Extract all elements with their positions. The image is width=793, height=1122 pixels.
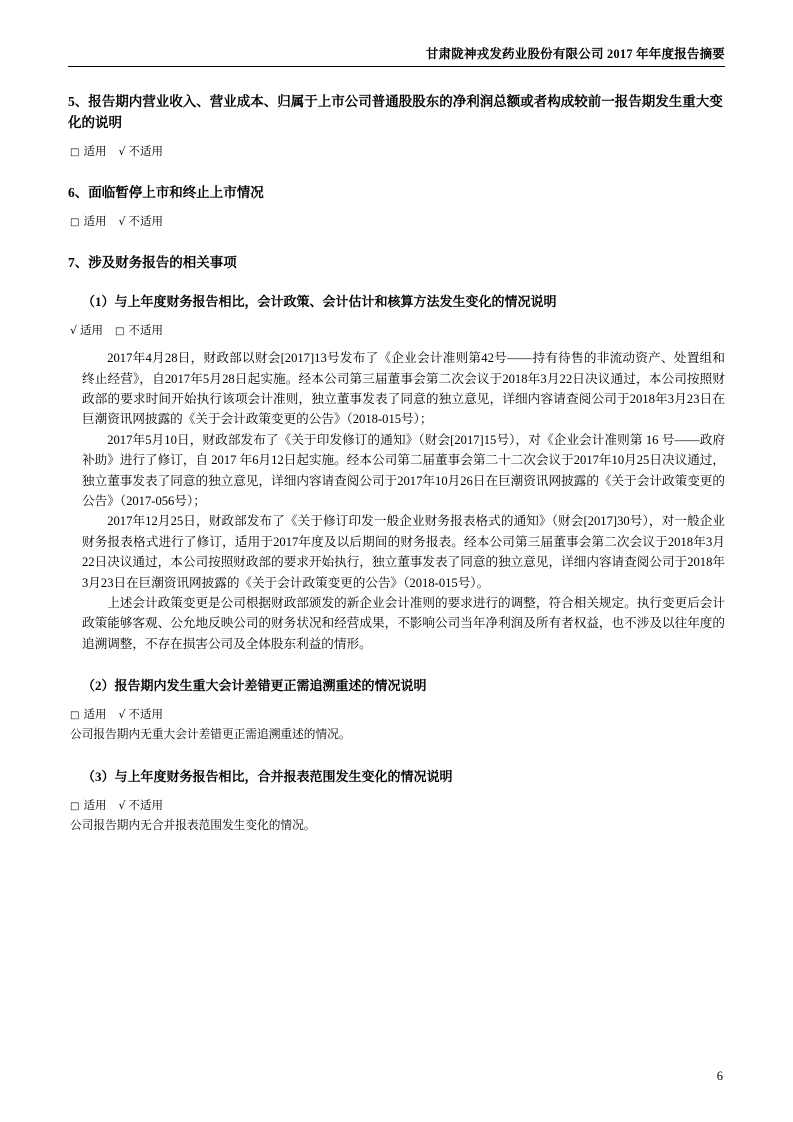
header-divider — [68, 66, 725, 67]
subsection-1-paragraph-2: 2017年5月10日，财政部发布了《关于印发修订的通知》（财会[2017]15号），对《企业会计准则第 16 号——政府补助》进行了修订，自 2017 年6月12日起实施。经本公司第二届董事会第二十二次会议于2017年10月25日决议通过，独立董事发表了同意的独立意见，详细内容请查阅公司于2017年10月26日在巨潮资讯网披露的《关于会计政策变更的公告》（2017-056号）； — [82, 432, 725, 508]
section-heading-7: 7、涉及财务报告的相关事项 — [68, 255, 237, 271]
unchecked-box-icon: □ — [70, 709, 80, 721]
not-applicable-label: 不适用 — [128, 324, 163, 337]
section-6-applicability — [68, 214, 725, 231]
spacer — [68, 340, 725, 348]
unchecked-box-icon: □ — [115, 325, 125, 337]
running-header: 甘肃陇神戎发药业股份有限公司 2017 年年度报告摘要 — [425, 47, 725, 61]
applicable-label: 适用 — [83, 708, 107, 721]
spacer — [68, 278, 725, 292]
subsection-heading-2: （2）报告期内发生重大会计差错更正需追溯重述的情况说明 — [82, 678, 427, 694]
unchecked-box-icon: □ — [70, 146, 80, 158]
subsection-1-paragraph-3: 2017年12月25日，财政部发布了《关于修订印发一般企业财务报表格式的通知》（财会[2017]30号），对一般企业财务报表格式进行了修订，适用于2017年度及以后期间的财务报表。经本公司第三届董事会第二次会议于2018年3月22日决议通过，本公司按照财政部的要求开始执行，独立董事发表了同意的独立意见，详细内容请查阅公司于2018年3月23日在巨潮资讯网披露的《关于会计政策变更的公告》（2018-015号）。 — [82, 514, 725, 590]
not-applicable-label: 不适用 — [128, 145, 163, 158]
subsection-2-applicability — [68, 707, 725, 724]
unchecked-box-icon: □ — [70, 217, 80, 229]
subsection-3-note: 公司报告期内无合并报表范围发生变化的情况。 — [70, 818, 316, 832]
spacer — [68, 654, 725, 676]
check-icon: √ — [118, 215, 126, 229]
applicable-label: 适用 — [83, 216, 107, 229]
check-icon: √ — [118, 798, 126, 812]
subsection-heading-3: （3）与上年度财务报告相比，合并报表范围发生变化的情况说明 — [82, 768, 453, 784]
page-content — [68, 92, 725, 836]
applicable-label: 适用 — [83, 799, 107, 812]
applicable-label: 适用 — [83, 145, 107, 158]
spacer — [68, 161, 725, 183]
applicable-label: 适用 — [80, 324, 104, 337]
subsection-heading-1: （1）与上年度财务报告相比，会计政策、会计估计和核算方法发生变化的情况说明 — [82, 294, 557, 310]
spacer — [68, 231, 725, 253]
check-icon: √ — [118, 707, 126, 721]
spacer — [68, 745, 725, 767]
not-applicable-label: 不适用 — [128, 799, 163, 812]
subsection-1-applicability — [68, 323, 725, 340]
subsection-1-paragraph-1: 2017年4月28日，财政部以财会[2017]13号发布了《企业会计准则第42号——持有待售的非流动资产、处置组和终止经营》，自2017年5月28日起实施。经本公司第三届董事会第二次会议于2018年3月22日决议通过，本公司按照财政部的要求时间开始执行该项会计准则，独立董事发表了同意的独立意见，详细内容请查阅公司于2018年3月23日在巨潮资讯网披露的《关于会计政策变更的公告》（2018-015号）； — [82, 351, 725, 427]
check-icon: √ — [118, 144, 126, 158]
section-heading-6: 6、面临暂停上市和终止上市情况 — [68, 185, 264, 201]
check-icon: √ — [70, 323, 78, 337]
subsection-1-paragraph-4: 上述会计政策变更是公司根据财政部颁发的新企业会计准则的要求进行的调整，符合相关规定。执行变更后会计政策能够客观、公允地反映公司的财务状况和经营成果，不影响公司当年净利润及所有者权益，也不涉及以往年度的追溯调整，不存在损害公司及全体股东利益的情形。 — [82, 595, 725, 651]
section-heading-5: 5、报告期内营业收入、营业成本、归属于上市公司普通股股东的净利润总额或者构成较前一报告期发生重大变化的说明 — [68, 94, 723, 130]
not-applicable-label: 不适用 — [128, 216, 163, 229]
section-5-applicability — [68, 144, 725, 161]
not-applicable-label: 不适用 — [128, 708, 163, 721]
unchecked-box-icon: □ — [70, 800, 80, 812]
subsection-3-applicability — [68, 798, 725, 815]
page-number: 6 — [716, 1069, 723, 1083]
subsection-2-note: 公司报告期内无重大会计差错更正需追溯重述的情况。 — [70, 728, 351, 742]
